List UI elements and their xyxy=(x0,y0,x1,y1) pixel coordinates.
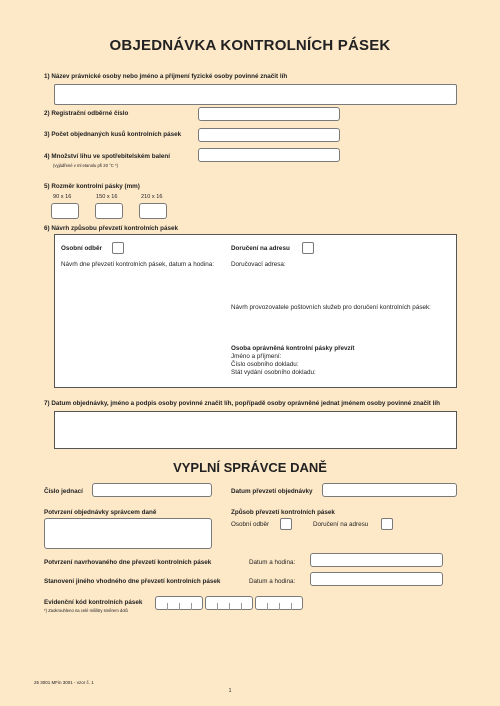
q2-registration-input[interactable] xyxy=(198,107,340,121)
confirm-date-time-label: Datum a hodina: xyxy=(249,559,296,566)
admin-pickup-date-label: Datum převzetí objednávky xyxy=(231,488,313,495)
postal-provider-label: Návrh provozovatele poštovních služeb pro doručení kontrolních pásek: xyxy=(231,304,431,311)
q7-signature-box[interactable] xyxy=(54,411,457,449)
q4-note: (vyjádřené v ml etanolu při 20 °C *) xyxy=(53,163,118,168)
admin-pickup-date-input[interactable] xyxy=(322,483,457,497)
admin-personal-pickup-checkbox[interactable] xyxy=(280,518,292,530)
form-title: OBJEDNÁVKA KONTROLNÍCH PÁSEK xyxy=(109,37,391,54)
confirmation-input[interactable] xyxy=(44,518,212,549)
confirm-proposed-label: Potvrzení navrhovaného dne převzetí kontrolních pásek xyxy=(44,559,212,566)
personal-pickup-checkbox[interactable] xyxy=(112,242,124,254)
confirmation-label: Potvrzení objednávky správcem daně xyxy=(44,509,157,516)
record-code-input-3[interactable] xyxy=(255,596,303,610)
size-90-input[interactable] xyxy=(51,203,79,219)
set-other-label: Stanovení jiného vhodného dne převzetí kontrolních pásek xyxy=(44,578,221,585)
set-other-date-time-label: Datum a hodina: xyxy=(249,578,296,585)
footer-form-code: 25 3001 MFin 3001 - vzor č. 1 xyxy=(34,680,94,685)
admin-delivery-label: Doručení na adresu xyxy=(313,521,369,528)
record-note: *) Zaokrouhleno na celé mililitry směrem dolů xyxy=(44,608,128,613)
admin-personal-pickup-label: Osobní odběr xyxy=(231,521,270,528)
q6-panel xyxy=(54,234,457,388)
authorized-id-label: Číslo osobního dokladu: xyxy=(231,361,299,368)
q1-label: 1) Název právnické osoby nebo jméno a příjmení fyzické osoby povinné značit líh xyxy=(44,73,288,80)
size-150-input[interactable] xyxy=(95,203,123,219)
admin-delivery-checkbox[interactable] xyxy=(381,518,393,530)
record-code-input-1[interactable] xyxy=(155,596,203,610)
q4-label: 4) Množství lihu ve spotřebitelském balení xyxy=(44,153,170,160)
q3-count-input[interactable] xyxy=(198,128,340,142)
q6-label: 6) Návrh způsobu převzetí kontrolních pásek xyxy=(44,225,179,232)
delivery-address-label: Doručovací adresa: xyxy=(231,261,286,268)
size-label-150: 150 x 16 xyxy=(96,194,118,200)
size-label-210: 210 x 16 xyxy=(141,194,163,200)
footer-page-number: 1 xyxy=(228,688,232,694)
q1-name-input[interactable] xyxy=(54,84,457,105)
delivery-checkbox[interactable] xyxy=(302,242,314,254)
record-code-input-2[interactable] xyxy=(205,596,253,610)
record-code-label: Evidenční kód kontrolních pásek xyxy=(44,599,143,606)
pickup-date-label: Návrh dne převzetí kontrolních pásek, datum a hodina: xyxy=(61,261,214,268)
personal-pickup-label: Osobní odběr xyxy=(61,245,102,252)
size-210-input[interactable] xyxy=(139,203,167,219)
q7-label: 7) Datum objednávky, jméno a podpis osoby povinné značit líh, popřípadě osoby oprávněné jednat jménem osoby povinné značit líh xyxy=(44,400,440,407)
q5-label: 5) Rozměr kontrolní pásky (mm) xyxy=(44,183,140,190)
ref-no-input[interactable] xyxy=(92,483,212,497)
authorized-person-heading: Osoba oprávněná kontrolní pásky převzít xyxy=(231,345,355,352)
authorized-name-label: Jméno a příjmení: xyxy=(231,353,282,360)
q3-label: 3) Počet objednaných kusů kontrolních pásek xyxy=(44,131,182,138)
method-label: Způsob převzetí kontrolních pásek xyxy=(231,509,335,516)
q2-label: 2) Registrační odběrné číslo xyxy=(44,110,129,117)
authorized-state-label: Stát vydání osobního dokladu: xyxy=(231,369,316,376)
delivery-label: Doručení na adresu xyxy=(231,245,290,252)
ref-no-label: Číslo jednací xyxy=(44,488,83,495)
q4-volume-input[interactable] xyxy=(198,148,340,162)
size-label-90: 90 x 16 xyxy=(53,194,72,200)
confirm-date-time-input[interactable] xyxy=(310,553,443,567)
admin-section-title: VYPLNÍ SPRÁVCE DANĚ xyxy=(173,460,327,475)
set-other-date-time-input[interactable] xyxy=(310,572,443,586)
